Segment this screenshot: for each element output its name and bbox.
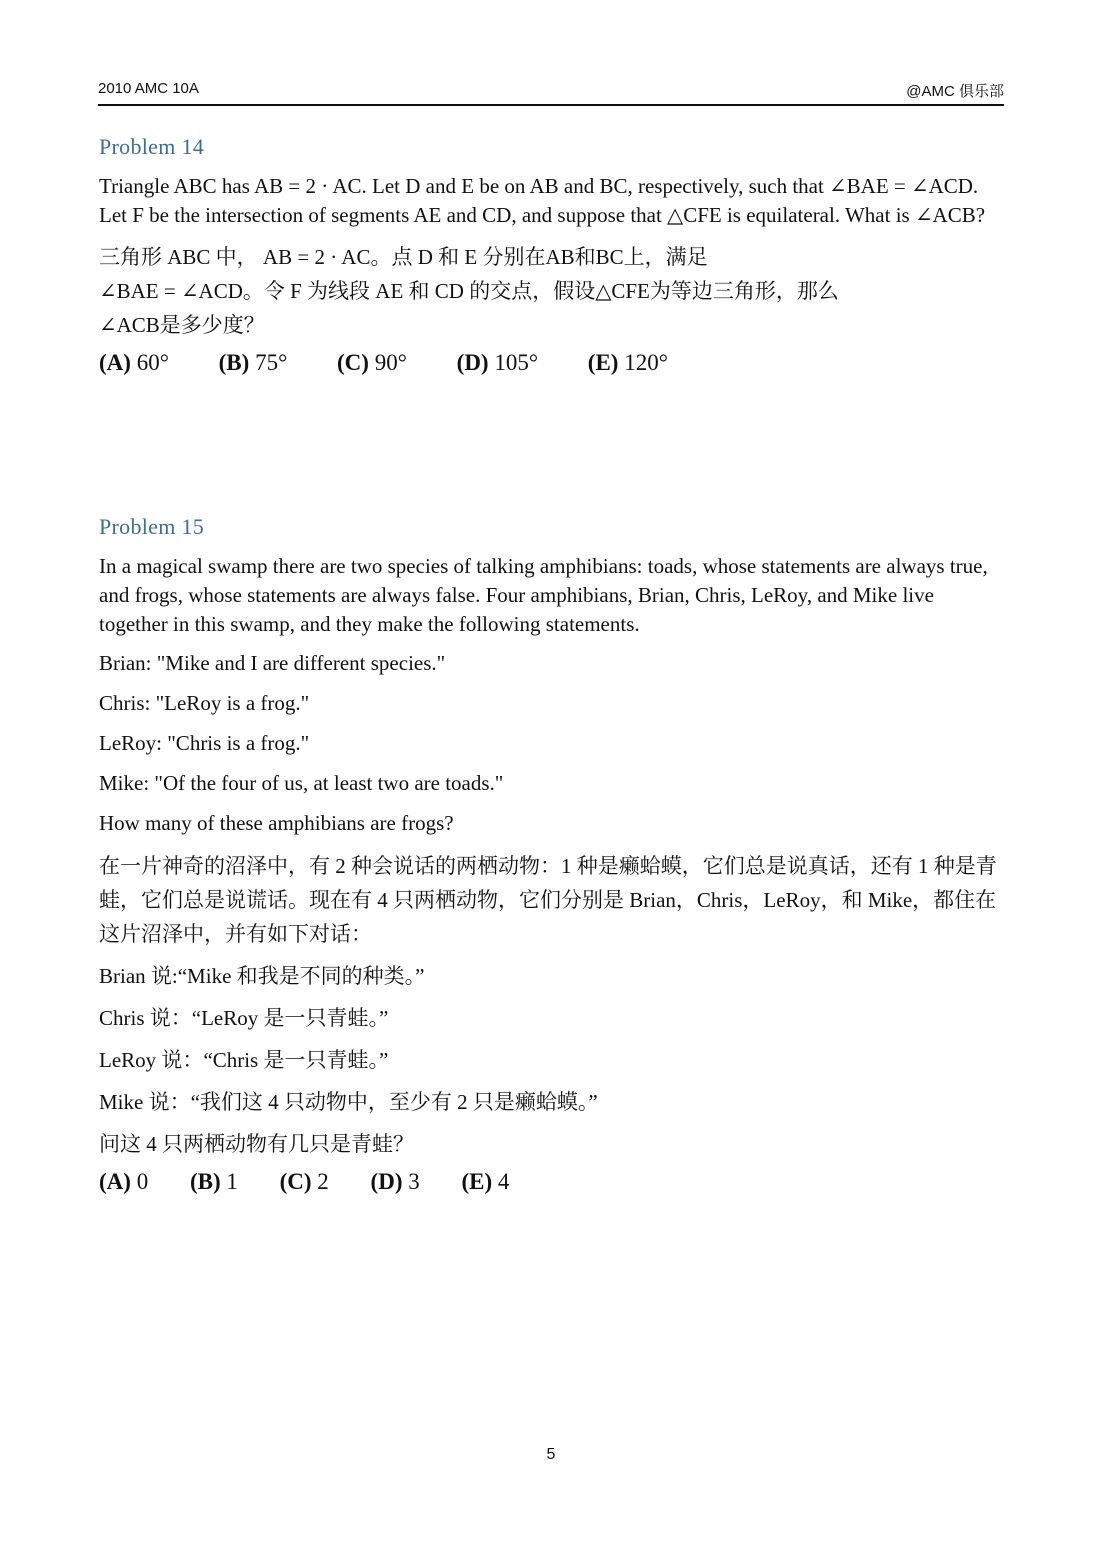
choice-label: (B) (218, 350, 250, 375)
choice-value: 105° (494, 350, 539, 375)
choice-e (461, 1169, 509, 1195)
choice-label: (D) (456, 350, 489, 375)
choice-b (219, 350, 288, 376)
problem-14 (99, 134, 999, 376)
problem-statement-en: In a magical swamp there are two species of talking amphibians: toads, whose statements are always true, and frogs, whose statements are always false. Four amphibians, Brian, Chris, LeRoy, and Mike live together in this swamp, and they make the following statements. (99, 554, 988, 636)
statement-mike: Mike: "Of the four of us, at least two are toads." (99, 771, 504, 795)
choice-label: (B) (189, 1169, 221, 1194)
answer-choices (99, 350, 999, 376)
choice-value: 120° (624, 350, 668, 375)
header-right: @AMC 俱乐部 (906, 83, 1004, 100)
statement-mike-cn: Mike 说：“我们这 4 只动物中，至少有 2 只是癞蛤蟆。” (99, 1090, 598, 1114)
statement-brian: Brian: "Mike and I are different species." (99, 651, 446, 675)
statement-leroy-cn: LeRoy 说：“Chris 是一只青蛙。” (99, 1048, 389, 1072)
choice-label: (E) (587, 350, 619, 375)
page-header (98, 78, 1004, 106)
answer-choices (99, 1169, 999, 1195)
choice-a (99, 1169, 148, 1195)
question-cn: 问这 4 只两栖动物有几只是青蛙？ (99, 1132, 414, 1156)
problem-title: Problem 15 (99, 514, 205, 539)
choice-value: 75° (255, 350, 288, 375)
choice-b (190, 1169, 238, 1195)
choice-label: (C) (279, 1169, 312, 1194)
choice-a (99, 350, 169, 376)
problem-statement-cn-2: ∠BAE = ∠ACD。令 F 为线段 AE 和 CD 的交点，假设△CFE为等边三角形，那么 (99, 279, 839, 303)
choice-label: (A) (99, 1169, 131, 1194)
problem-title: Problem 14 (99, 134, 205, 159)
problem-statement-en: Triangle ABC has AB = 2 · AC. Let D and E be on AB and BC, respectively, such that ∠BAE = ∠ACD. Let F be the intersection of segments AE and CD, and suppose that △CFE is equilateral. What is ∠ACB? (99, 174, 986, 227)
problem-15 (99, 514, 999, 1195)
choice-label: (C) (337, 350, 369, 375)
choice-value: 0 (136, 1169, 149, 1194)
choice-c (337, 350, 407, 376)
choice-value: 3 (408, 1169, 420, 1194)
choice-value: 4 (497, 1169, 510, 1194)
choice-e (588, 350, 668, 376)
problem-statement-cn-3: ∠ACB是多少度？ (99, 313, 265, 337)
statement-chris: Chris: "LeRoy is a frog." (99, 691, 310, 715)
statement-chris-cn: Chris 说：“LeRoy 是一只青蛙。” (99, 1006, 389, 1030)
statement-leroy: LeRoy: "Chris is a frog." (99, 731, 310, 755)
choice-label: (D) (370, 1169, 403, 1194)
choice-d (457, 350, 538, 376)
choice-value: 60° (136, 350, 169, 375)
choice-d (371, 1169, 420, 1195)
problem-statement-cn-1: 三角形 ABC 中， AB = 2 · AC。点 D 和 E 分别在AB和BC上，满足 (99, 245, 708, 269)
choice-value: 1 (226, 1169, 238, 1194)
choice-value: 90° (374, 350, 407, 375)
choice-label: (A) (99, 350, 131, 375)
choice-value: 2 (317, 1169, 329, 1194)
choice-c (280, 1169, 329, 1195)
choice-label: (E) (461, 1169, 493, 1194)
question-en: How many of these amphibians are frogs? (99, 811, 454, 835)
statement-brian-cn: Brian 说:“Mike 和我是不同的种类。” (99, 964, 425, 988)
header-left: 2010 AMC 10A (98, 80, 199, 97)
problem-statement-cn: 在一片神奇的沼泽中，有 2 种会说话的两栖动物：1 种是癞蛤蟆，它们总是说真话，还有 1 种是青蛙，它们总是说谎话。现在有 4 只两栖动物，它们分别是 Brian，Chris，LeRoy，和 Mike，都住在这片沼泽中，并有如下对话： (99, 854, 997, 946)
page-number: 5 (546, 1446, 556, 1463)
